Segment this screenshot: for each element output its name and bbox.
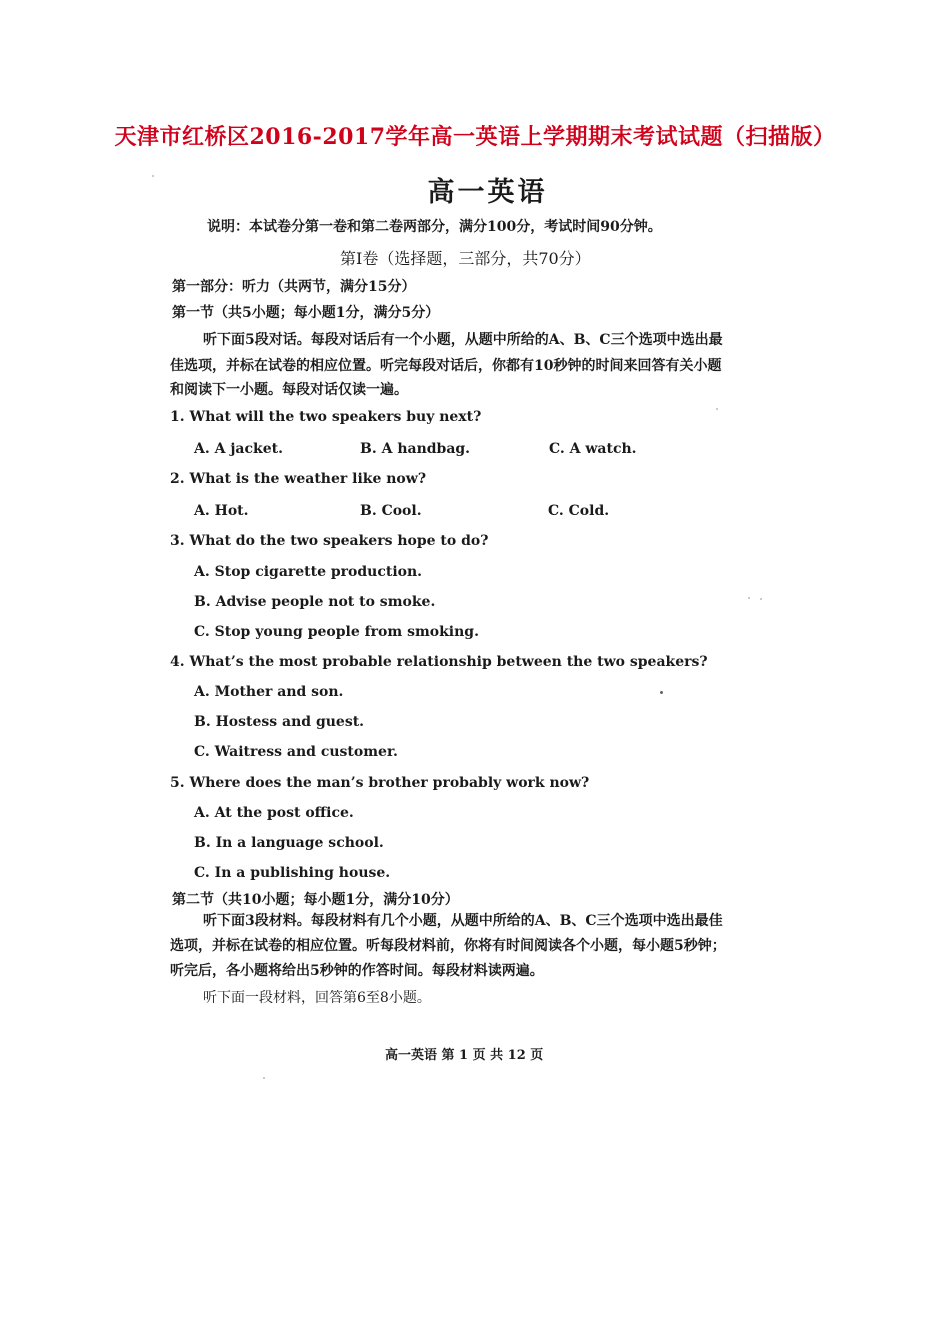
q1-option-c: C. A watch.	[549, 441, 637, 457]
section2-instructions-line2: 选项，并标在试卷的相应位置。听每段材料前，你将有时间阅读各个小题，每小题5秒钟；	[170, 938, 726, 954]
question-2: 2. What is the weather like now?	[170, 471, 427, 487]
question-5: 5. Where does the man’s brother probably work now?	[170, 775, 590, 791]
page-footer: 高一英语 第 1 页 共 12 页	[385, 1048, 544, 1063]
scan-speck	[760, 598, 762, 600]
q2-option-b: B. Cool.	[360, 503, 422, 519]
section1-instructions-line1: 听下面5段对话。每段对话后有一个小题，从题中所给的A、B、C三个选项中选出最	[203, 332, 723, 348]
q4-option-b: B. Hostess and guest.	[194, 714, 365, 730]
question-4: 4. What’s the most probable relationship between the two speakers?	[170, 654, 708, 670]
volume1-title: 第I卷（选择题，三部分，共70分）	[340, 249, 591, 268]
q2-option-c: C. Cold.	[548, 503, 610, 519]
section2-instructions-line1: 听下面3段材料。每段材料有几个小题，从题中所给的A、B、C三个选项中选出最佳	[203, 913, 723, 929]
part1-title: 第一部分：听力（共两节，满分15分）	[172, 279, 416, 295]
section1-instructions-line2: 佳选项，并标在试卷的相应位置。听完每段对话后，你都有10秒钟的时间来回答有关小题	[170, 358, 722, 374]
q2-option-a: A. Hot.	[194, 503, 249, 519]
section1-instructions-line3: 和阅读下一小题。每段对话仅读一遍。	[170, 382, 408, 398]
section2-title: 第二节（共10小题；每小题1分，满分10分）	[172, 892, 459, 908]
q5-option-a: A. At the post office.	[194, 805, 354, 821]
q4-option-a: A. Mother and son.	[194, 684, 344, 700]
scan-speck	[748, 597, 750, 599]
document-header-title: 天津市红桥区2016-2017学年高一英语上学期期末考试试题（扫描版）	[114, 124, 836, 150]
scan-speck	[716, 408, 718, 410]
q5-option-c: C. In a publishing house.	[194, 865, 391, 881]
q3-option-c: C. Stop young people from smoking.	[194, 624, 479, 640]
q5-option-b: B. In a language school.	[194, 835, 384, 851]
scan-speck	[152, 175, 154, 177]
q3-option-a: A. Stop cigarette production.	[194, 564, 423, 580]
section1-title: 第一节（共5小题；每小题1分，满分5分）	[172, 305, 440, 321]
section2-instructions-line3: 听完后，各小题将给出5秒钟的作答时间。每段材料读两遍。	[170, 963, 544, 979]
q1-option-a: A. A jacket.	[194, 441, 283, 457]
exam-title: 高一英语	[427, 177, 548, 208]
section2-next-material: 听下面一段材料，回答第6至8小题。	[203, 990, 431, 1006]
q3-option-b: B. Advise people not to smoke.	[194, 594, 436, 610]
scan-speck	[263, 1077, 265, 1079]
question-1: 1. What will the two speakers buy next?	[170, 409, 482, 425]
exam-note: 说明：本试卷分第一卷和第二卷两部分，满分100分，考试时间90分钟。	[207, 219, 662, 235]
q4-option-c: C. Waitress and customer.	[194, 744, 398, 760]
q1-option-b: B. A handbag.	[360, 441, 471, 457]
question-3: 3. What do the two speakers hope to do?	[170, 533, 489, 549]
scan-speck	[660, 691, 663, 694]
